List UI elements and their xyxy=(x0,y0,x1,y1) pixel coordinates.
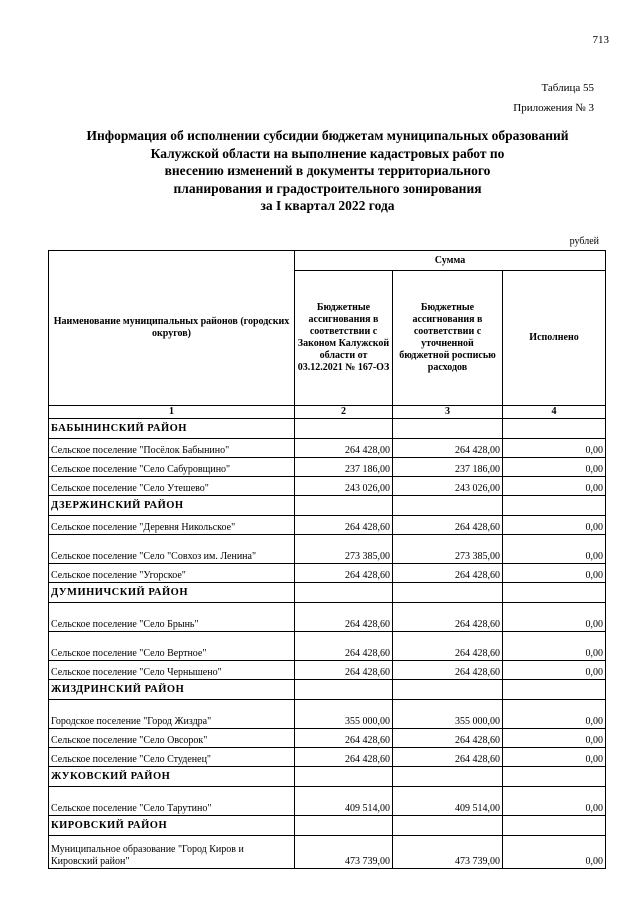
refined-amount: 273 385,00 xyxy=(393,535,503,564)
law-amount: 355 000,00 xyxy=(295,700,393,729)
table-row xyxy=(49,729,606,748)
table-row xyxy=(49,535,606,564)
municipality-name: Муниципальное образование "Город Киров и Кировский район" xyxy=(49,836,295,869)
municipality-name: Городское поселение "Город Жиздра" xyxy=(49,700,295,729)
district-row xyxy=(49,496,606,516)
title-line: внесению изменений в документы территориального xyxy=(164,163,491,178)
district-name: ЖИЗДРИНСКИЙ РАЙОН xyxy=(49,680,295,700)
refined-amount: 237 186,00 xyxy=(393,458,503,477)
district-row xyxy=(49,680,606,700)
column-number: 3 xyxy=(393,406,503,419)
law-amount: 264 428,60 xyxy=(295,632,393,661)
law-amount: 264 428,60 xyxy=(295,564,393,583)
municipality-name: Сельское поселение "Деревня Никольское" xyxy=(49,516,295,535)
law-amount: 264 428,60 xyxy=(295,661,393,680)
table-row xyxy=(49,439,606,458)
district-name: БАБЫНИНСКИЙ РАЙОН xyxy=(49,419,295,439)
municipality-name: Сельское поселение "Село Сабуровщино" xyxy=(49,458,295,477)
district-row xyxy=(49,583,606,603)
title-line: Информация об исполнении субсидии бюджетам муниципальных образований xyxy=(86,128,569,143)
law-amount: 473 739,00 xyxy=(295,836,393,869)
law-amount: 273 385,00 xyxy=(295,535,393,564)
table-row xyxy=(49,661,606,680)
law-amount: 409 514,00 xyxy=(295,787,393,816)
municipality-name: Сельское поселение "Посёлок Бабынино" xyxy=(49,439,295,458)
currency-note: рублей xyxy=(569,236,599,247)
executed-amount: 0,00 xyxy=(503,564,606,583)
executed-amount: 0,00 xyxy=(503,836,606,869)
executed-amount: 0,00 xyxy=(503,748,606,767)
municipality-name: Сельское поселение "Село Тарутино" xyxy=(49,787,295,816)
refined-amount: 264 428,60 xyxy=(393,661,503,680)
refined-amount: 409 514,00 xyxy=(393,787,503,816)
refined-amount: 473 739,00 xyxy=(393,836,503,869)
district-row xyxy=(49,419,606,439)
refined-amount: 264 428,60 xyxy=(393,603,503,632)
district-row xyxy=(49,816,606,836)
column-number: 4 xyxy=(503,406,606,419)
law-amount: 264 428,60 xyxy=(295,603,393,632)
column-number: 1 xyxy=(49,406,295,419)
executed-amount: 0,00 xyxy=(503,516,606,535)
title-line: планирования и градостроительного зонирования xyxy=(173,180,482,196)
table-row xyxy=(49,748,606,767)
executed-amount: 0,00 xyxy=(503,477,606,496)
refined-amount: 264 428,60 xyxy=(393,632,503,661)
refined-amount: 264 428,60 xyxy=(393,729,503,748)
municipality-name: Сельское поселение "Село Брынь" xyxy=(49,603,295,632)
table-row xyxy=(49,603,606,632)
table-row xyxy=(49,564,606,583)
law-amount: 243 026,00 xyxy=(295,477,393,496)
law-amount: 264 428,60 xyxy=(295,516,393,535)
executed-amount: 0,00 xyxy=(503,700,606,729)
municipality-name: Сельское поселение "Село Чернышено" xyxy=(49,661,295,680)
table-row xyxy=(49,700,606,729)
municipality-name: Сельское поселение "Село Утешево" xyxy=(49,477,295,496)
refined-amount: 243 026,00 xyxy=(393,477,503,496)
header-law-allocation: Бюджетные ассигнования в соответствии с Законом Калужской области от 03.12.2021 № 167-ОЗ xyxy=(295,271,393,406)
appendix-reference: Приложения № 3 xyxy=(513,102,594,114)
header-executed: Исполнено xyxy=(503,271,606,406)
executed-amount: 0,00 xyxy=(503,729,606,748)
table-row xyxy=(49,836,606,869)
subsidy-table xyxy=(48,250,606,869)
municipality-name: Сельское поселение "Село Овсорок" xyxy=(49,729,295,748)
law-amount: 264 428,60 xyxy=(295,729,393,748)
executed-amount: 0,00 xyxy=(503,603,606,632)
district-row xyxy=(49,767,606,787)
page-number: 713 xyxy=(592,34,609,46)
refined-amount: 264 428,60 xyxy=(393,748,503,767)
title-line: за I квартал 2022 года xyxy=(260,198,395,213)
table-row xyxy=(49,458,606,477)
table-row xyxy=(49,516,606,535)
table-reference: Таблица 55 xyxy=(541,82,594,94)
header-refined-allocation: Бюджетные ассигнования в соответствии с уточненной бюджетной росписью расходов xyxy=(393,271,503,406)
executed-amount: 0,00 xyxy=(503,787,606,816)
executed-amount: 0,00 xyxy=(503,535,606,564)
header-municipality-name: Наименование муниципальных районов (городских округов) xyxy=(49,251,295,406)
executed-amount: 0,00 xyxy=(503,439,606,458)
district-name: ДЗЕРЖИНСКИЙ РАЙОН xyxy=(49,496,295,516)
executed-amount: 0,00 xyxy=(503,632,606,661)
refined-amount: 264 428,00 xyxy=(393,439,503,458)
table-row xyxy=(49,632,606,661)
refined-amount: 264 428,60 xyxy=(393,564,503,583)
title-line: Калужской области на выполнение кадастровых работ по xyxy=(150,145,505,161)
district-name: КИРОВСКИЙ РАЙОН xyxy=(49,816,295,836)
executed-amount: 0,00 xyxy=(503,661,606,680)
document-title xyxy=(40,127,615,215)
municipality-name: Сельское поселение "Угорское" xyxy=(49,564,295,583)
district-name: ДУМИНИЧСКИЙ РАЙОН xyxy=(49,583,295,603)
executed-amount: 0,00 xyxy=(503,458,606,477)
law-amount: 264 428,00 xyxy=(295,439,393,458)
law-amount: 237 186,00 xyxy=(295,458,393,477)
refined-amount: 355 000,00 xyxy=(393,700,503,729)
municipality-name: Сельское поселение "Село Вертное" xyxy=(49,632,295,661)
law-amount: 264 428,60 xyxy=(295,748,393,767)
header-sum: Сумма xyxy=(295,251,606,271)
municipality-name: Сельское поселение "Село "Совхоз им. Ленина" xyxy=(49,535,295,564)
municipality-name: Сельское поселение "Село Студенец" xyxy=(49,748,295,767)
refined-amount: 264 428,60 xyxy=(393,516,503,535)
district-name: ЖУКОВСКИЙ РАЙОН xyxy=(49,767,295,787)
table-row xyxy=(49,477,606,496)
table-row xyxy=(49,787,606,816)
column-number: 2 xyxy=(295,406,393,419)
